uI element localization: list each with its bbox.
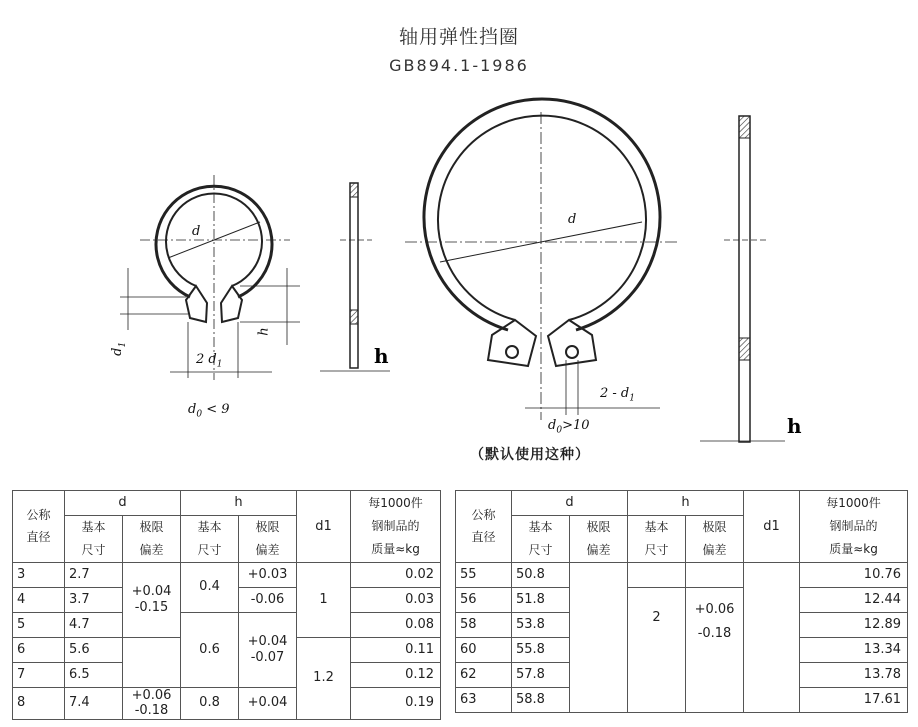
header-d1: d1 xyxy=(744,491,800,563)
label-d0-small-text: d xyxy=(188,402,197,417)
header-nominal-diameter: 公称 直径 xyxy=(456,491,512,563)
label-h-large-side: h xyxy=(787,414,802,438)
label-d-large: d xyxy=(568,212,577,227)
header-d1: d1 xyxy=(297,491,351,563)
d-tolerance-a: +0.04 -0.15 xyxy=(123,562,181,637)
table-row: 60 55.8 13.34 xyxy=(456,637,908,662)
label-2d1-sub: 1 xyxy=(216,359,223,370)
label-d0-large xyxy=(548,418,590,436)
table-row: 7 6.5 0.12 xyxy=(13,662,441,687)
label-d1-sub: 1 xyxy=(117,341,128,348)
header-h-limit: 极限 偏差 xyxy=(239,516,297,563)
label-d0-small xyxy=(188,402,230,420)
header-d-limit: 极限 偏差 xyxy=(570,516,628,563)
table-row: 58 53.8 12.89 xyxy=(456,612,908,637)
label-2d1-text: 2 d xyxy=(196,352,217,367)
table-row: 56 51.8 2 +0.06 -0.18 12.44 xyxy=(456,587,908,612)
header-h-limit: 极限 偏差 xyxy=(686,516,744,563)
header-h-basic: 基本 尺寸 xyxy=(628,516,686,563)
label-d-small: d xyxy=(192,224,201,239)
large-ring-side-view xyxy=(700,116,785,442)
label-d1-small xyxy=(110,342,128,356)
d-tolerance-b: +0.06 -0.18 xyxy=(123,687,181,719)
table-row: 55 50.8 10.76 xyxy=(456,562,908,587)
standard-code: GB894.1-1986 xyxy=(389,56,529,75)
header-mass: 每1000件 钢制品的 质量≈kg xyxy=(351,491,441,563)
header-d-basic: 基本 尺寸 xyxy=(512,516,570,563)
spec-table-right xyxy=(455,490,908,713)
table-row: 6 5.6 1.2 0.11 xyxy=(13,637,441,662)
header-d-limit: 极限 偏差 xyxy=(123,516,181,563)
small-ring-side-view xyxy=(320,183,390,371)
label-2-d1-text: 2 - d xyxy=(600,386,630,401)
label-h-small-side: h xyxy=(374,344,389,368)
small-ring-view xyxy=(117,175,300,380)
default-note: （默认使用这种） xyxy=(470,447,590,463)
header-d: d xyxy=(65,491,181,516)
label-h-small: h xyxy=(256,327,272,336)
header-h: h xyxy=(181,491,297,516)
label-d0-large-sub: 0 xyxy=(556,425,563,436)
header-d-basic: 基本 尺寸 xyxy=(65,516,123,563)
table-row: 3 2.7 +0.04 -0.15 0.4 +0.03 1 0.02 xyxy=(13,562,441,587)
table-row: 8 7.4 +0.06 -0.18 0.8 +0.04 0.19 xyxy=(13,687,441,719)
label-d0-small-rest: < 9 xyxy=(206,402,230,417)
table-row: 4 3.7 -0.06 0.03 xyxy=(13,587,441,612)
large-ring-view xyxy=(405,99,680,420)
page-title: 轴用弹性挡圈 xyxy=(398,26,519,48)
label-d1-text: d xyxy=(110,347,126,356)
h-tolerance-b: +0.04 -0.07 xyxy=(239,612,297,687)
header-h-basic: 基本 尺寸 xyxy=(181,516,239,563)
header-nominal-diameter: 公称 直径 xyxy=(13,491,65,563)
header-d: d xyxy=(512,491,628,516)
spec-table-left xyxy=(12,490,441,720)
table-row: 62 57.8 13.78 xyxy=(456,662,908,687)
table-row: 63 58.8 17.61 xyxy=(456,687,908,712)
label-2-d1 xyxy=(600,386,635,404)
label-2-d1-sub: 1 xyxy=(629,393,635,404)
header-mass: 每1000件 钢制品的 质量≈kg xyxy=(800,491,908,563)
label-d0-small-sub: 0 xyxy=(196,409,203,420)
label-2d1 xyxy=(196,352,222,370)
table-row: 5 4.7 0.6 +0.04 -0.07 0.08 xyxy=(13,612,441,637)
label-d0-large-rest: >10 xyxy=(562,418,590,433)
label-d0-large-text: d xyxy=(548,418,557,433)
header-h: h xyxy=(628,491,744,516)
h-tolerance: +0.06 -0.18 xyxy=(686,587,744,712)
